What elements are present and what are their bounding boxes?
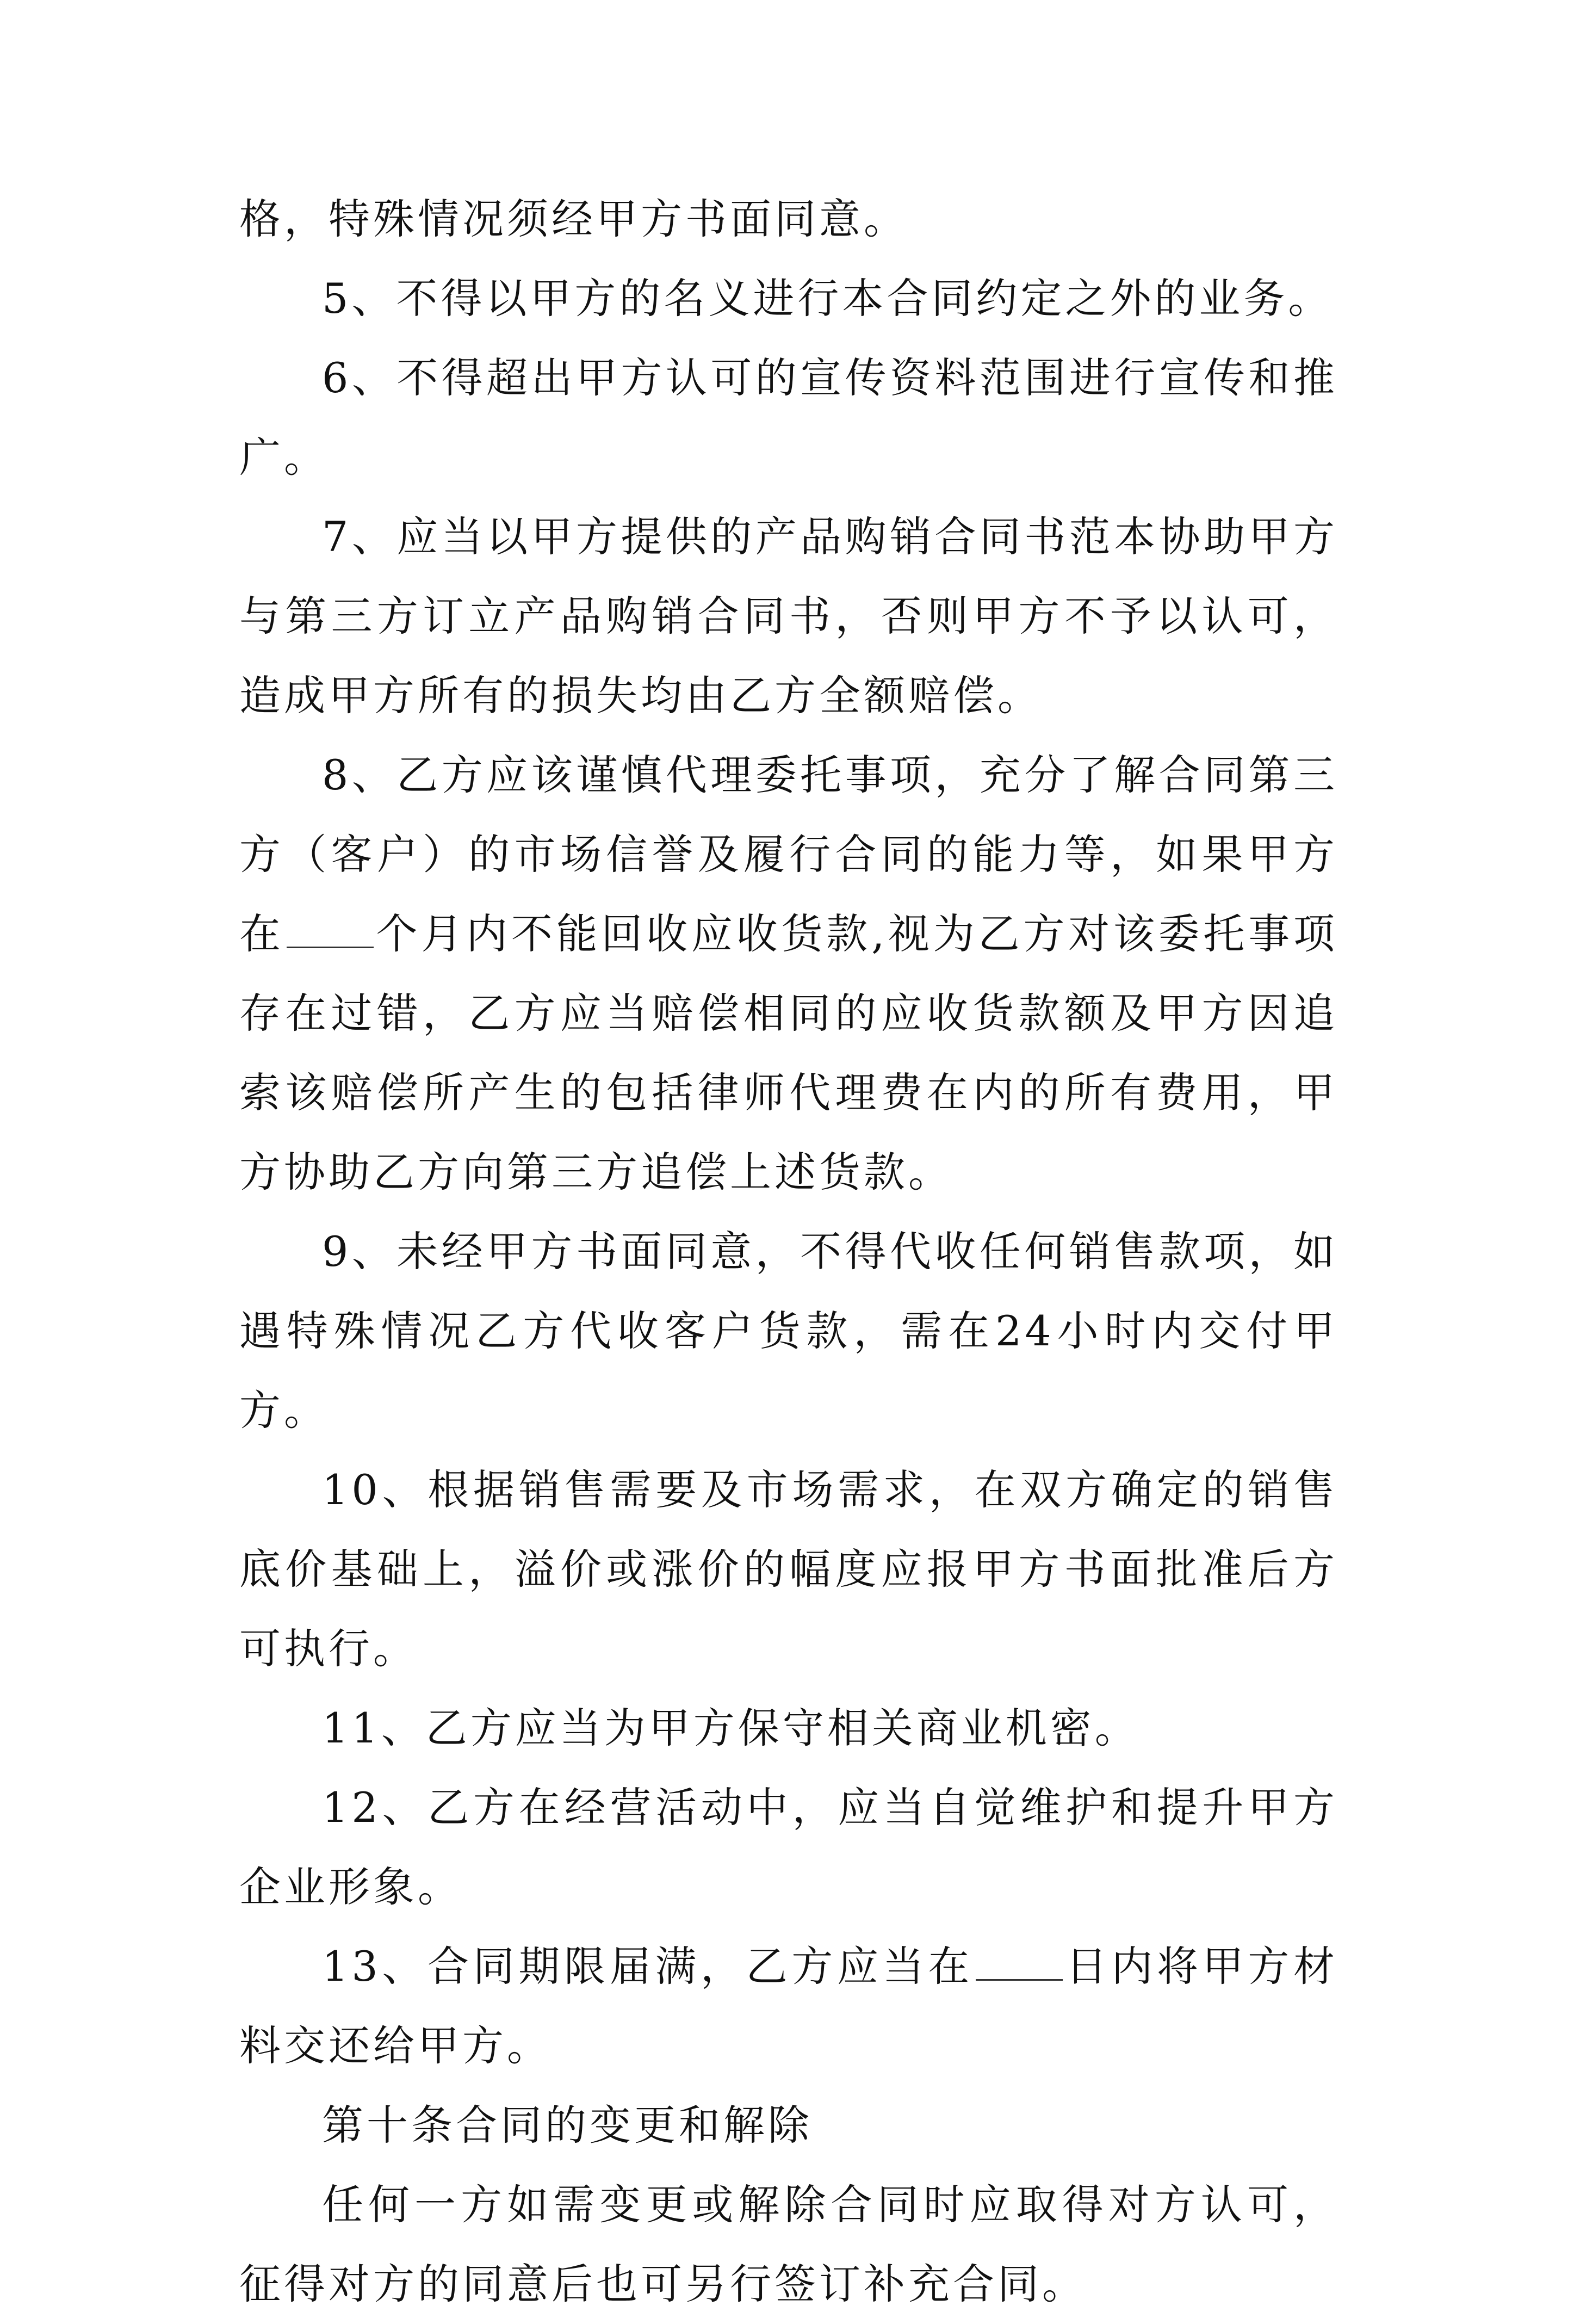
clause-13: [239, 1927, 1338, 2086]
clause-12: 12、乙方在经营活动中，应当自觉维护和提升甲方企业形象。: [239, 1783, 1338, 1911]
paragraph-continuation: 格，特殊情况须经甲方书面同意。: [239, 195, 908, 243]
document-body: [239, 180, 1338, 2324]
fill-in-blank: [976, 1946, 1063, 1981]
clause-9: 9、未经甲方书面同意，不得代收任何销售款项，如遇特殊情况乙方代收客户货款，需在24小时内交付甲方。: [239, 1227, 1338, 1435]
clause-10: 10、根据销售需要及市场需求，在双方确定的销售底价基础上，溢价或涨价的幅度应报甲方书面批准后方可执行。: [239, 1466, 1338, 1673]
article-10-heading: 第十条合同的变更和解除: [322, 2101, 813, 2149]
clause-13-text-b: 日内将甲方材料交还给甲方。: [239, 1942, 1338, 2070]
clause-7: 7、应当以甲方提供的产品购销合同书范本协助甲方与第三方订立产品购销合同书，否则甲方不予以认可，造成甲方所有的损失均由乙方全额赔偿。: [239, 512, 1338, 720]
article-10-body: 任何一方如需变更或解除合同时应取得对方认可，征得对方的同意后也可另行签订补充合同。: [239, 2180, 1338, 2308]
clause-8-text-b: 个月内不能回收应收货款,视为乙方对该委托事项存在过错，乙方应当赔偿相同的应收货款额及甲方因追索该赔偿所产生的包括律师代理费在内的所有费用，甲方协助乙方向第三方追偿上述货款。: [239, 910, 1338, 1196]
clause-5: 5、不得以甲方的名义进行本合同约定之外的业务。: [322, 274, 1333, 323]
clause-13-text-a: 13、合同期限届满，乙方应当在: [322, 1942, 974, 1991]
clause-8-text-a: 8、乙方应该谨慎代理委托事项，充分了解合同第三方（客户）的市场信誉及履行合同的能力等，如果甲方在: [239, 751, 1338, 958]
clause-6: 6、不得超出甲方认可的宣传资料范围进行宣传和推广。: [239, 354, 1338, 481]
clause-11: 11、乙方应当为甲方保守相关商业机密。: [322, 1704, 1139, 1752]
clause-8: [239, 735, 1338, 1212]
fill-in-blank: [287, 914, 374, 948]
